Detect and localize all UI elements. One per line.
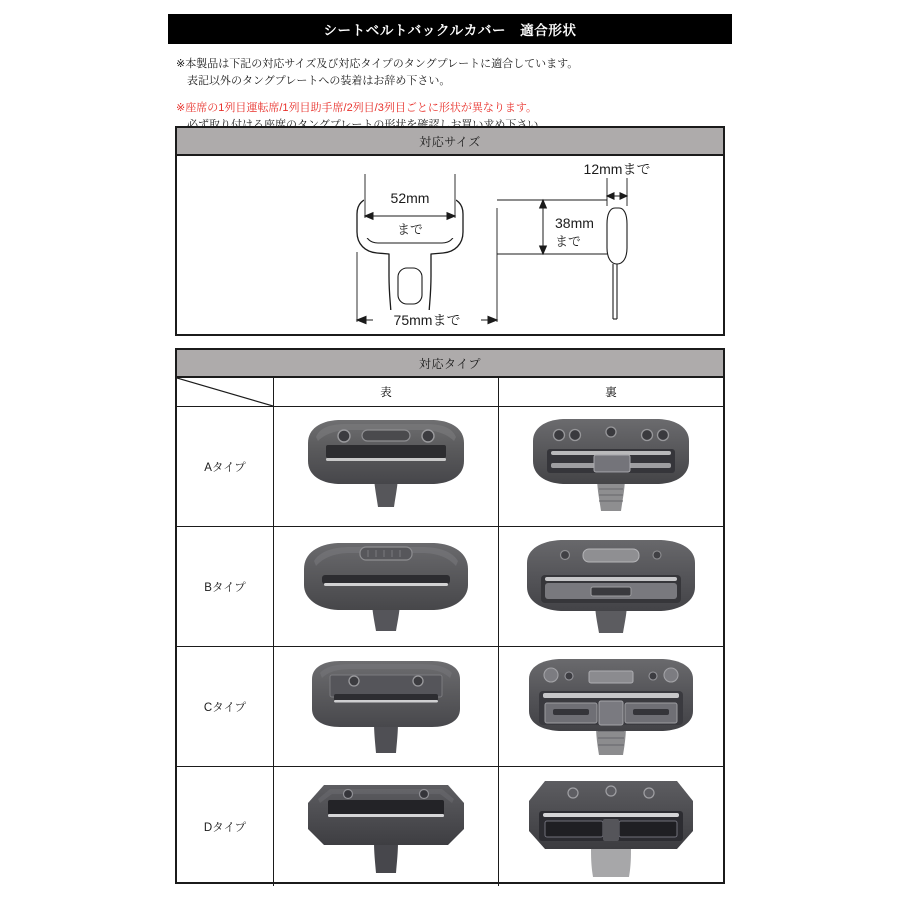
row-label-b — [177, 527, 274, 646]
page-title-bar — [168, 14, 732, 44]
type-table-header-label: 対応タイプ — [419, 356, 481, 371]
page-title: シートベルトバックルカバー 適合形状 — [323, 23, 577, 38]
type-table-header — [177, 350, 723, 378]
cell-d-back — [499, 767, 723, 886]
size-table — [175, 126, 725, 336]
row-label-c — [177, 647, 274, 766]
size-diagram-svg — [177, 156, 723, 338]
notes-block — [176, 56, 756, 135]
row-label-c-text: Cタイプ — [203, 701, 247, 714]
note-1-line-2: 表記以外のタングプレートへの装着はお辞め下さい。 — [187, 75, 451, 88]
cell-d-front — [274, 767, 499, 886]
note-group-black — [176, 56, 756, 91]
cell-a-back — [499, 407, 723, 526]
size-diagram — [177, 156, 723, 338]
table-row — [177, 647, 723, 767]
cell-a-front — [274, 407, 499, 526]
row-label-b-text: Bタイプ — [204, 581, 246, 594]
note-1-line-1: ※本製品は下記の対応サイズ及び対応タイプのタングプレートに適合しています。 — [176, 58, 579, 70]
row-label-d — [177, 767, 274, 886]
size-table-header-label: 対応サイズ — [419, 134, 481, 149]
buckle-c-front-image — [286, 653, 486, 761]
buckle-d-back-image — [511, 773, 711, 881]
buckle-b-front-image — [286, 533, 486, 641]
cell-c-back — [499, 647, 723, 766]
column-header-back-label: 裏 — [605, 387, 617, 399]
dim-52-suffix: まで — [396, 222, 424, 237]
buckle-a-back-image — [511, 413, 711, 521]
corner-cell — [177, 378, 274, 406]
note-2-line-1: ※座席の1列目運転席/1列目助手席/2列目/3列目ごとに形状が異なります。 — [176, 101, 537, 114]
dim-12-arrows — [607, 178, 627, 206]
table-row — [177, 767, 723, 886]
row-label-d-text: Dタイプ — [203, 821, 247, 834]
cell-b-back — [499, 527, 723, 646]
row-label-a — [177, 407, 274, 526]
table-row — [177, 407, 723, 527]
buckle-a-front-image — [286, 413, 486, 521]
column-header-front — [274, 378, 499, 406]
size-table-header — [177, 128, 723, 156]
type-table-subheader — [177, 378, 723, 407]
dim-12-value: 12mmまで — [583, 161, 651, 177]
cell-c-front — [274, 647, 499, 766]
dim-38-value: 38mm — [555, 215, 594, 231]
diagonal-divider-icon — [177, 378, 273, 406]
cell-b-front — [274, 527, 499, 646]
table-row — [177, 527, 723, 647]
row-label-a-text: Aタイプ — [204, 461, 246, 474]
buckle-d-front-image — [286, 773, 486, 881]
buckle-c-back-image — [511, 653, 711, 761]
dim-52-value: 52mm — [390, 190, 430, 206]
dim-75-value: 75mmまで — [393, 312, 461, 328]
dim-38-suffix: まで — [555, 234, 582, 249]
buckle-b-back-image — [511, 533, 711, 641]
column-header-back — [499, 378, 723, 406]
type-table — [175, 348, 725, 884]
column-header-front-label: 表 — [380, 387, 392, 399]
